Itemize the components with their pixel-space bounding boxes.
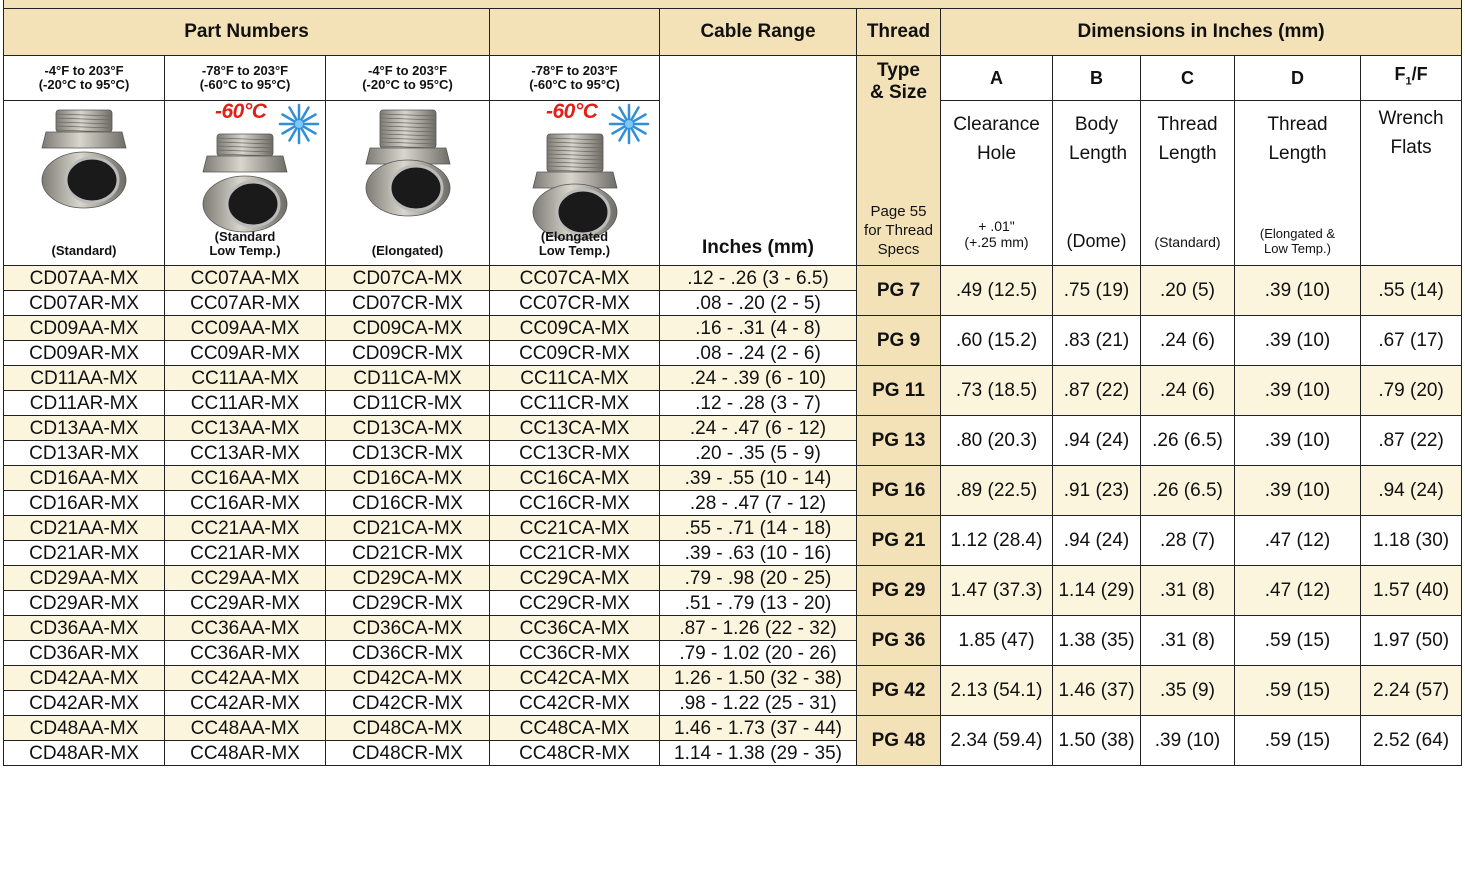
dimensions-header: Dimensions in Inches (mm) <box>941 9 1462 56</box>
part-low-temp-cell: CC36AR-MX <box>165 641 326 666</box>
dim-a-sub: + .01" (+.25 mm) <box>964 218 1029 251</box>
dim-d-desc: Thread Length <box>1267 114 1328 165</box>
part-elongated-cell: CD21CR-MX <box>326 541 490 566</box>
cable-range-cell: .08 - .24 (2 - 6) <box>660 341 857 366</box>
part-elongated-cell: CD16CA-MX <box>326 466 490 491</box>
dim-c-desc-cell <box>1141 101 1235 266</box>
part-standard-cell: CD42AA-MX <box>4 666 165 691</box>
dim-a-cell: 1.85 (47) <box>941 616 1053 666</box>
dim-b-cell: 1.46 (37) <box>1053 666 1141 716</box>
part-elongated-low-temp-cell: CC29CA-MX <box>490 566 660 591</box>
part-elongated-low-temp-cell: CC16CA-MX <box>490 466 660 491</box>
part-elongated-cell: CD29CR-MX <box>326 591 490 616</box>
dim-f-cell: .87 (22) <box>1361 416 1462 466</box>
part-standard-cell: CD36AA-MX <box>4 616 165 641</box>
dim-c-cell: .24 (6) <box>1141 316 1235 366</box>
dim-b-cell: .87 (22) <box>1053 366 1141 416</box>
dim-c-cell: .31 (8) <box>1141 566 1235 616</box>
part-low-temp-cell: CC09AR-MX <box>165 341 326 366</box>
dim-a-cell: 2.34 (59.4) <box>941 716 1053 766</box>
dim-d-cell: .47 (12) <box>1235 516 1361 566</box>
cable-gland-table <box>3 0 1462 766</box>
part-low-temp-cell: CC07AR-MX <box>165 291 326 316</box>
part-low-temp-cell: CC21AA-MX <box>165 516 326 541</box>
dim-f-desc-cell <box>1361 101 1462 266</box>
dim-f-desc: Wrench Flats <box>1378 108 1444 159</box>
dim-a-cell: 1.12 (28.4) <box>941 516 1053 566</box>
part-elongated-low-temp-cell: CC48CA-MX <box>490 716 660 741</box>
part-standard-cell: CD29AR-MX <box>4 591 165 616</box>
part-elongated-low-temp-cell: CC21CR-MX <box>490 541 660 566</box>
part-low-temp-cell: CC48AA-MX <box>165 716 326 741</box>
part-standard-cell: CD16AA-MX <box>4 466 165 491</box>
dim-c-cell: .24 (6) <box>1141 366 1235 416</box>
part-standard-cell: CD09AA-MX <box>4 316 165 341</box>
part-low-temp-cell: CC16AA-MX <box>165 466 326 491</box>
part-elongated-cell: CD42CA-MX <box>326 666 490 691</box>
part-elongated-cell: CD29CA-MX <box>326 566 490 591</box>
dim-f-cell: 2.52 (64) <box>1361 716 1462 766</box>
dim-c-cell: .26 (6.5) <box>1141 466 1235 516</box>
part-elongated-low-temp-cell: CC13CR-MX <box>490 441 660 466</box>
image-cell-elongated <box>326 101 490 266</box>
cable-range-units-cell <box>660 56 857 266</box>
part-elongated-cell: CD21CA-MX <box>326 516 490 541</box>
dim-d-cell: .47 (12) <box>1235 566 1361 616</box>
temp-range-standard: -4°F to 203°F (-20°C to 95°C) <box>4 56 165 101</box>
part-standard-cell: CD29AA-MX <box>4 566 165 591</box>
dim-c-sub: (Standard) <box>1154 234 1221 251</box>
thread-size-cell: PG 11 <box>857 366 941 416</box>
blank-header <box>490 9 660 56</box>
dim-d-cell: .39 (10) <box>1235 316 1361 366</box>
part-elongated-low-temp-cell: CC09CR-MX <box>490 341 660 366</box>
part-low-temp-cell: CC07AA-MX <box>165 266 326 291</box>
thread-size-cell: PG 16 <box>857 466 941 516</box>
part-standard-cell: CD48AA-MX <box>4 716 165 741</box>
dim-d-cell: .59 (15) <box>1235 716 1361 766</box>
image-cell-standard-low-temp <box>165 101 326 266</box>
cable-range-cell: .79 - 1.02 (20 - 26) <box>660 641 857 666</box>
cable-range-cell: .08 - .20 (2 - 5) <box>660 291 857 316</box>
part-elongated-low-temp-cell: CC16CR-MX <box>490 491 660 516</box>
thread-size-cell: PG 7 <box>857 266 941 316</box>
dim-c-cell: .20 (5) <box>1141 266 1235 316</box>
part-elongated-cell: CD09CA-MX <box>326 316 490 341</box>
thread-size-cell: PG 36 <box>857 616 941 666</box>
part-elongated-low-temp-cell: CC07CA-MX <box>490 266 660 291</box>
dim-c-letter: C <box>1141 56 1235 101</box>
part-low-temp-cell: CC42AR-MX <box>165 691 326 716</box>
dim-b-letter: B <box>1053 56 1141 101</box>
part-low-temp-cell: CC29AA-MX <box>165 566 326 591</box>
thread-size-cell: PG 13 <box>857 416 941 466</box>
dim-a-desc-cell <box>941 101 1053 266</box>
low-temp-badge: -60°C <box>215 100 267 124</box>
part-elongated-low-temp-cell: CC11CA-MX <box>490 366 660 391</box>
dim-a-cell: .89 (22.5) <box>941 466 1053 516</box>
gland-elongated-image <box>358 108 458 225</box>
table-row <box>4 516 1462 541</box>
dim-c-desc: Thread Length <box>1157 114 1218 165</box>
dim-a-cell: 2.13 (54.1) <box>941 666 1053 716</box>
cable-range-cell: 1.46 - 1.73 (37 - 44) <box>660 716 857 741</box>
part-standard-cell: CD09AR-MX <box>4 341 165 366</box>
dim-d-cell: .39 (10) <box>1235 466 1361 516</box>
dim-f-cell: 2.24 (57) <box>1361 666 1462 716</box>
table-row <box>4 266 1462 291</box>
dim-d-cell: .39 (10) <box>1235 416 1361 466</box>
dim-b-cell: 1.50 (38) <box>1053 716 1141 766</box>
dim-c-cell: .26 (6.5) <box>1141 416 1235 466</box>
dim-d-cell: .39 (10) <box>1235 366 1361 416</box>
part-elongated-cell: CD48CA-MX <box>326 716 490 741</box>
dim-d-cell: .59 (15) <box>1235 616 1361 666</box>
cable-range-cell: 1.14 - 1.38 (29 - 35) <box>660 741 857 766</box>
part-standard-cell: CD48AR-MX <box>4 741 165 766</box>
table-row <box>4 466 1462 491</box>
dim-c-cell: .39 (10) <box>1141 716 1235 766</box>
dim-f-cell: 1.18 (30) <box>1361 516 1462 566</box>
cable-range-cell: .12 - .26 (3 - 6.5) <box>660 266 857 291</box>
dim-d-letter: D <box>1235 56 1361 101</box>
dim-b-sub: (Dome) <box>1066 231 1127 252</box>
image-cell-elongated-low-temp <box>490 101 660 266</box>
thread-type-cell <box>857 56 941 266</box>
part-low-temp-cell: CC48AR-MX <box>165 741 326 766</box>
part-standard-cell: CD11AA-MX <box>4 366 165 391</box>
part-low-temp-cell: CC09AA-MX <box>165 316 326 341</box>
part-elongated-low-temp-cell: CC48CR-MX <box>490 741 660 766</box>
part-standard-cell: CD21AA-MX <box>4 516 165 541</box>
table-row <box>4 666 1462 691</box>
cable-range-cell: 1.26 - 1.50 (32 - 38) <box>660 666 857 691</box>
header-row <box>4 9 1462 56</box>
part-low-temp-cell: CC29AR-MX <box>165 591 326 616</box>
low-temp-badge: -60°C <box>546 100 598 124</box>
caption-elongated-low-temp: (Elongated Low Temp.) <box>538 229 611 259</box>
dim-d-cell: .59 (15) <box>1235 666 1361 716</box>
table-row <box>4 616 1462 641</box>
dim-b-cell: .75 (19) <box>1053 266 1141 316</box>
part-low-temp-cell: CC13AA-MX <box>165 416 326 441</box>
part-standard-cell: CD21AR-MX <box>4 541 165 566</box>
snowflake-icon <box>277 102 321 151</box>
dim-d-cell: .39 (10) <box>1235 266 1361 316</box>
cable-range-cell: .55 - .71 (14 - 18) <box>660 516 857 541</box>
part-numbers-header: Part Numbers <box>4 9 490 56</box>
dim-a-desc: Clearance Hole <box>953 114 1040 165</box>
thread-spec-note: Page 55 for Thread Specs <box>864 203 933 258</box>
cable-range-cell: .79 - .98 (20 - 25) <box>660 566 857 591</box>
caption-standard: (Standard) <box>51 243 117 259</box>
part-elongated-cell: CD07CR-MX <box>326 291 490 316</box>
part-standard-cell: CD07AA-MX <box>4 266 165 291</box>
thread-size-cell: PG 48 <box>857 716 941 766</box>
part-elongated-cell: CD42CR-MX <box>326 691 490 716</box>
cable-range-cell: .12 - .28 (3 - 7) <box>660 391 857 416</box>
cable-range-cell: .24 - .39 (6 - 10) <box>660 366 857 391</box>
part-elongated-low-temp-cell: CC07CR-MX <box>490 291 660 316</box>
cable-range-cell: .51 - .79 (13 - 20) <box>660 591 857 616</box>
thread-size-cell: PG 21 <box>857 516 941 566</box>
dim-f-cell: .67 (17) <box>1361 316 1462 366</box>
thread-type-label: Type & Size <box>869 60 928 103</box>
dim-b-cell: .94 (24) <box>1053 516 1141 566</box>
dim-f-letter: $F_1/F$ <box>1361 56 1462 101</box>
dim-b-cell: .83 (21) <box>1053 316 1141 366</box>
part-elongated-low-temp-cell: CC29CR-MX <box>490 591 660 616</box>
dim-a-cell: .73 (18.5) <box>941 366 1053 416</box>
gland-standard-image <box>34 108 134 217</box>
cable-units-label: Inches (mm) <box>702 237 814 258</box>
temp-range-elongated: -4°F to 203°F (-20°C to 95°C) <box>326 56 490 101</box>
dim-b-cell: 1.38 (35) <box>1053 616 1141 666</box>
part-elongated-low-temp-cell: CC36CR-MX <box>490 641 660 666</box>
temperature-row <box>4 56 1462 101</box>
thread-size-cell: PG 42 <box>857 666 941 716</box>
part-elongated-cell: CD11CA-MX <box>326 366 490 391</box>
dim-d-sub: (Elongated & Low Temp.) <box>1259 226 1336 257</box>
dim-c-cell: .28 (7) <box>1141 516 1235 566</box>
snowflake-icon <box>607 102 651 151</box>
cable-range-cell: .39 - .63 (10 - 16) <box>660 541 857 566</box>
dim-a-letter: A <box>941 56 1053 101</box>
part-elongated-low-temp-cell: CC42CR-MX <box>490 691 660 716</box>
dim-f-cell: 1.97 (50) <box>1361 616 1462 666</box>
thread-header: Thread <box>857 9 941 56</box>
cable-range-cell: .16 - .31 (4 - 8) <box>660 316 857 341</box>
cable-range-cell: .28 - .47 (7 - 12) <box>660 491 857 516</box>
dim-b-cell: .94 (24) <box>1053 416 1141 466</box>
temp-range-elongated-low-temp: -78°F to 203°F (-60°C to 95°C) <box>490 56 660 101</box>
table-row <box>4 316 1462 341</box>
cable-range-cell: .24 - .47 (6 - 12) <box>660 416 857 441</box>
part-standard-cell: CD07AR-MX <box>4 291 165 316</box>
table-row <box>4 716 1462 741</box>
part-elongated-low-temp-cell: CC09CA-MX <box>490 316 660 341</box>
dim-a-cell: 1.47 (37.3) <box>941 566 1053 616</box>
part-elongated-cell: CD36CR-MX <box>326 641 490 666</box>
dim-a-cell: .80 (20.3) <box>941 416 1053 466</box>
part-elongated-cell: CD48CR-MX <box>326 741 490 766</box>
dim-b-desc: Body Length <box>1069 114 1128 165</box>
part-standard-cell: CD42AR-MX <box>4 691 165 716</box>
part-elongated-low-temp-cell: CC42CA-MX <box>490 666 660 691</box>
part-low-temp-cell: CC36AA-MX <box>165 616 326 641</box>
part-standard-cell: CD16AR-MX <box>4 491 165 516</box>
part-standard-cell: CD13AA-MX <box>4 416 165 441</box>
part-low-temp-cell: CC42AA-MX <box>165 666 326 691</box>
part-elongated-cell: CD13CR-MX <box>326 441 490 466</box>
part-elongated-cell: CD11CR-MX <box>326 391 490 416</box>
dim-a-cell: .60 (15.2) <box>941 316 1053 366</box>
cable-range-header: Cable Range <box>660 9 857 56</box>
top-strip <box>4 0 1462 9</box>
part-elongated-cell: CD36CA-MX <box>326 616 490 641</box>
part-low-temp-cell: CC13AR-MX <box>165 441 326 466</box>
part-low-temp-cell: CC11AA-MX <box>165 366 326 391</box>
dim-c-cell: .35 (9) <box>1141 666 1235 716</box>
part-low-temp-cell: CC16AR-MX <box>165 491 326 516</box>
thread-size-cell: PG 9 <box>857 316 941 366</box>
cable-range-cell: .87 - 1.26 (22 - 32) <box>660 616 857 641</box>
thread-size-cell: PG 29 <box>857 566 941 616</box>
part-elongated-low-temp-cell: CC36CA-MX <box>490 616 660 641</box>
caption-elongated: (Elongated) <box>371 243 444 259</box>
part-elongated-low-temp-cell: CC11CR-MX <box>490 391 660 416</box>
dim-f-cell: .79 (20) <box>1361 366 1462 416</box>
part-standard-cell: CD11AR-MX <box>4 391 165 416</box>
cable-range-cell: .39 - .55 (10 - 14) <box>660 466 857 491</box>
part-elongated-low-temp-cell: CC21CA-MX <box>490 516 660 541</box>
dim-d-desc-cell <box>1235 101 1361 266</box>
part-elongated-cell: CD09CR-MX <box>326 341 490 366</box>
cable-range-cell: .20 - .35 (5 - 9) <box>660 441 857 466</box>
dim-b-cell: 1.14 (29) <box>1053 566 1141 616</box>
dim-a-cell: .49 (12.5) <box>941 266 1053 316</box>
caption-standard-low-temp: (Standard Low Temp.) <box>209 229 281 259</box>
part-elongated-cell: CD07CA-MX <box>326 266 490 291</box>
part-elongated-cell: CD13CA-MX <box>326 416 490 441</box>
cable-range-cell: .98 - 1.22 (25 - 31) <box>660 691 857 716</box>
dim-f-cell: 1.57 (40) <box>1361 566 1462 616</box>
part-standard-cell: CD13AR-MX <box>4 441 165 466</box>
part-low-temp-cell: CC21AR-MX <box>165 541 326 566</box>
table-row <box>4 416 1462 441</box>
part-elongated-low-temp-cell: CC13CA-MX <box>490 416 660 441</box>
part-low-temp-cell: CC11AR-MX <box>165 391 326 416</box>
dim-b-cell: .91 (23) <box>1053 466 1141 516</box>
dim-c-cell: .31 (8) <box>1141 616 1235 666</box>
dim-f-cell: .94 (24) <box>1361 466 1462 516</box>
image-cell-standard <box>4 101 165 266</box>
table-row <box>4 566 1462 591</box>
dim-b-desc-cell <box>1053 101 1141 266</box>
table-row <box>4 366 1462 391</box>
data-body <box>4 266 1462 766</box>
temp-range-low-temp: -78°F to 203°F (-60°C to 95°C) <box>165 56 326 101</box>
part-elongated-cell: CD16CR-MX <box>326 491 490 516</box>
top-strip-cell <box>4 0 1462 9</box>
part-standard-cell: CD36AR-MX <box>4 641 165 666</box>
dim-f-cell: .55 (14) <box>1361 266 1462 316</box>
